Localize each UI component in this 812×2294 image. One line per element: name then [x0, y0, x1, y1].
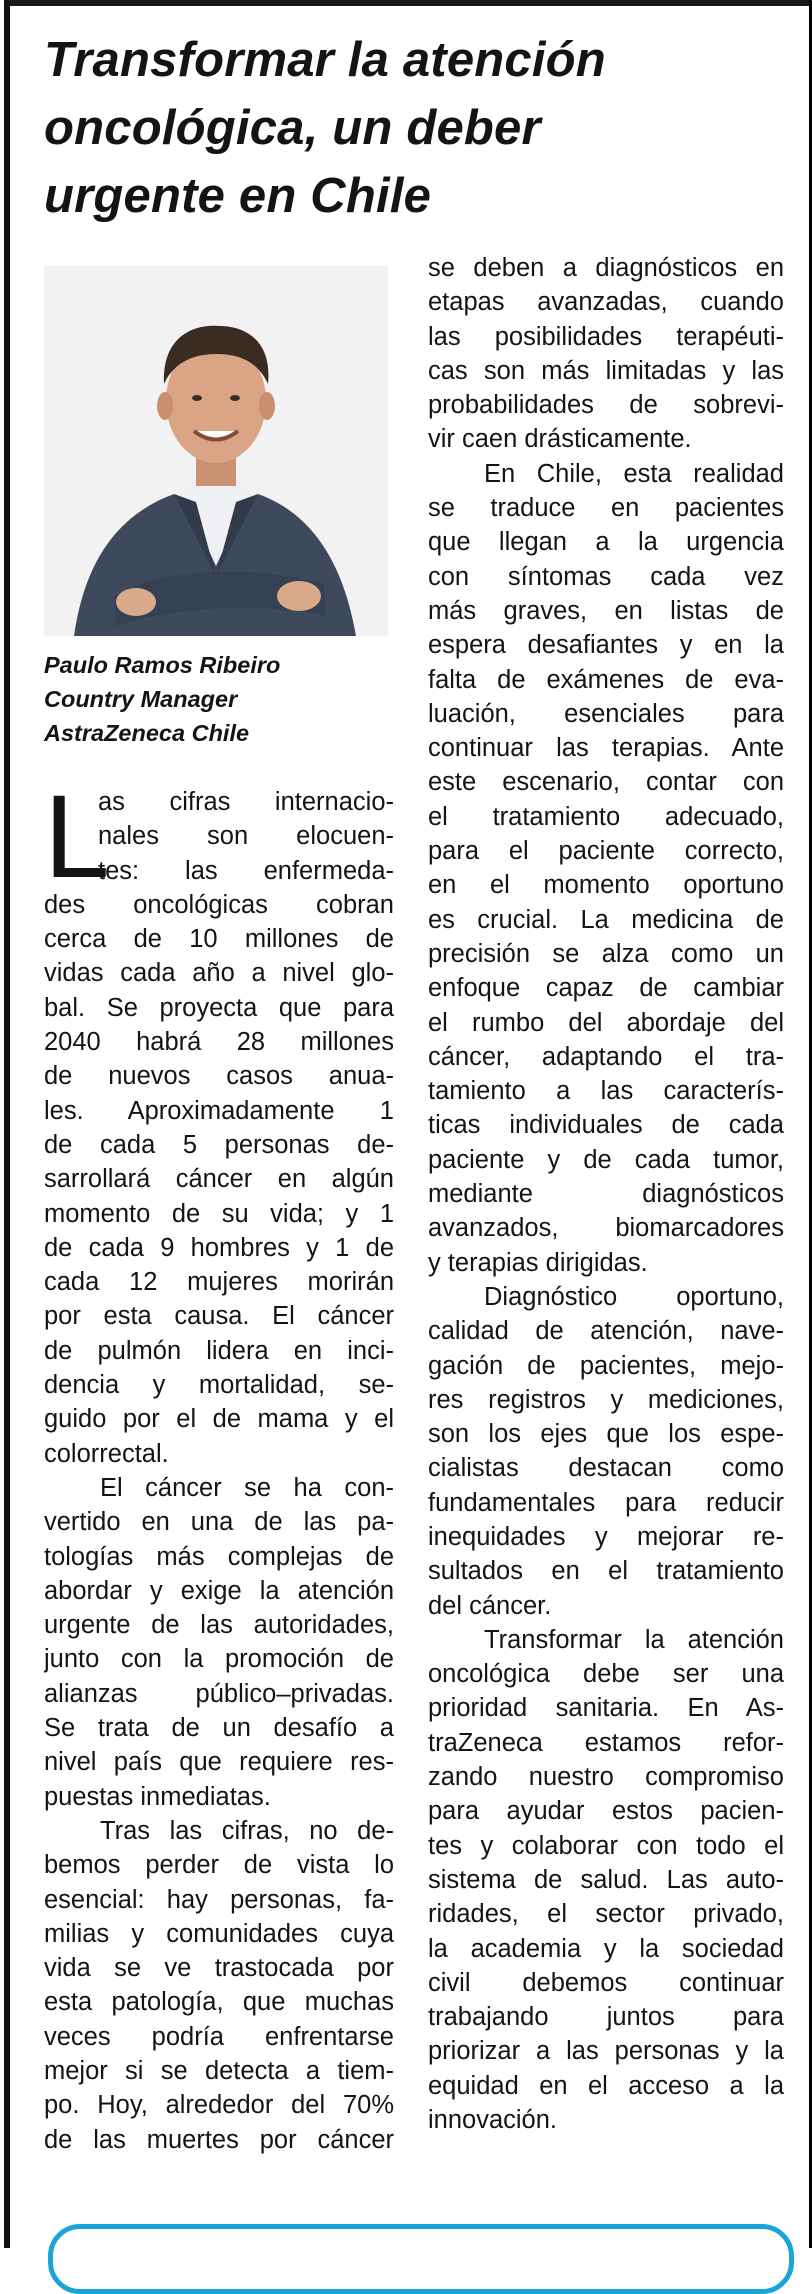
- text-line: para el paciente correcto,: [428, 837, 784, 866]
- text-line: cas son más limitadas y las: [428, 356, 784, 385]
- text-line: res registros y mediciones,: [428, 1385, 784, 1414]
- text-line: probabilidades de sobrevi-: [428, 391, 784, 420]
- text-line: mejor si se detecta a tiem-: [44, 2056, 394, 2085]
- text-line: las posibilidades terapéuti-: [428, 322, 784, 351]
- text-line: Transformar la atención: [484, 1625, 784, 1654]
- text-line: esta patología, que muchas: [44, 1988, 394, 2017]
- text-line: se traduce en pacientes: [428, 494, 784, 523]
- text-line: cialistas destacan como: [428, 1454, 784, 1483]
- text-line: esencial: hay personas, fa-: [44, 1885, 394, 1914]
- text-line: inequidades y mejorar re-: [428, 1522, 784, 1551]
- text-line: fundamentales para reducir: [428, 1488, 784, 1517]
- text-line: El cáncer se ha con-: [100, 1473, 394, 1502]
- text-line: puestas inmediatas.: [44, 1782, 271, 1811]
- headline-line: urgente en Chile: [44, 169, 432, 223]
- author-role: Country Manager: [44, 686, 238, 712]
- text-line: etapas avanzadas, cuando: [428, 288, 784, 317]
- text-line: tes y colaborar con todo el: [428, 1831, 784, 1860]
- text-line: de cada 5 personas de-: [44, 1130, 394, 1159]
- text-line: cáncer, adaptando el tra-: [428, 1042, 784, 1071]
- text-line: civil debemos continuar: [428, 1968, 784, 1997]
- text-line: falta de exámenes de eva-: [428, 665, 784, 694]
- text-line: zando nuestro compromiso: [428, 1763, 784, 1792]
- author-company: AstraZeneca Chile: [44, 720, 250, 746]
- text-line: para ayudar estos pacien-: [428, 1797, 784, 1826]
- text-line: abordar y exige la atención: [44, 1576, 394, 1605]
- author-name: Paulo Ramos Ribeiro: [44, 652, 281, 678]
- text-line: tologías más complejas de: [44, 1542, 394, 1571]
- text-line: trabajando juntos para: [428, 2003, 784, 2032]
- text-line: del cáncer.: [428, 1591, 552, 1620]
- article-column-left: [44, 771, 394, 2157]
- text-line: por esta causa. El cáncer: [44, 1302, 394, 1331]
- text-line: es crucial. La medicina de: [428, 905, 784, 934]
- article-column-right: [428, 251, 784, 2137]
- text-line: alianzas público–privadas.: [44, 1679, 394, 1708]
- text-line: momento de su vida; y 1: [44, 1199, 394, 1228]
- text-line: avanzados, biomarcadores: [428, 1214, 784, 1243]
- headline-line: oncológica, un deber: [44, 101, 541, 155]
- text-line: paciente y de cada tumor,: [428, 1145, 784, 1174]
- text-line: espera desafiantes y en la: [428, 631, 784, 660]
- text-line: les. Aproximadamente 1: [44, 1096, 394, 1125]
- text-line: son los ejes que los espe-: [428, 1420, 784, 1449]
- text-line: dencia y mortalidad, se-: [44, 1371, 394, 1400]
- drop-cap-block: [44, 771, 394, 903]
- text-line: gación de pacientes, mejo-: [428, 1351, 784, 1380]
- text-line: des oncológicas cobran: [44, 890, 394, 919]
- text-line: milias y comunidades cuya: [44, 1919, 394, 1948]
- text-line: bemos perder de vista lo: [44, 1851, 394, 1880]
- text-line: veces podría enfrentarse: [44, 2022, 394, 2051]
- text-line: oncológica debe ser una: [428, 1660, 784, 1689]
- text-line: Se trata de un desafío a: [44, 1714, 394, 1743]
- text-line: 2040 habrá 28 millones: [44, 1028, 394, 1057]
- text-line: En Chile, esta realidad: [484, 459, 784, 488]
- text-line: y terapias dirigidas.: [428, 1248, 648, 1277]
- text-line: el rumbo del abordaje del: [428, 1008, 784, 1037]
- text-line: traZeneca estamos refor-: [428, 1728, 784, 1757]
- text-line: con síntomas cada vez: [428, 562, 784, 591]
- author-photo: [44, 266, 388, 636]
- text-line: po. Hoy, alrededor del 70%: [44, 2091, 394, 2120]
- drop-cap: L: [44, 771, 110, 903]
- text-line: continuar las terapias. Ante: [428, 734, 784, 763]
- text-line: nivel país que requiere res-: [44, 1748, 394, 1777]
- text-line: colorrectal.: [44, 1439, 169, 1468]
- text-line: cada 12 mujeres morirán: [44, 1268, 394, 1297]
- byline: [44, 648, 404, 750]
- text-line: tamiento a las caracterís-: [428, 1077, 784, 1106]
- text-line: en el momento oportuno: [428, 871, 784, 900]
- text-line: junto con la promoción de: [44, 1645, 394, 1674]
- text-line: cerca de 10 millones de: [44, 925, 394, 954]
- text-line: más graves, en listas de: [428, 596, 784, 625]
- text-line: se deben a diagnósticos en: [428, 254, 784, 282]
- text-line: nales son elocuen-: [98, 822, 394, 851]
- text-line: vidas cada año a nivel glo-: [44, 959, 394, 988]
- text-line: este escenario, contar con: [428, 768, 784, 797]
- text-line: vertido en una de las pa-: [44, 1508, 394, 1537]
- text-line: el tratamiento adecuado,: [428, 802, 784, 831]
- text-line: ridades, el sector privado,: [428, 1900, 784, 1929]
- text-line: calidad de atención, nave-: [428, 1317, 784, 1346]
- text-line: luación, esenciales para: [428, 699, 784, 728]
- headline: [44, 26, 784, 230]
- text-line: innovación.: [428, 2106, 558, 2135]
- text-line: ticas individuales de cada: [428, 1111, 784, 1140]
- text-line: precisión se alza como un: [428, 939, 784, 968]
- text-line: prioridad sanitaria. En As-: [428, 1694, 784, 1723]
- text-line: de cada 9 hombres y 1 de: [44, 1233, 394, 1262]
- text-line: vir caen drásticamente.: [428, 425, 692, 454]
- text-line: sistema de salud. Las auto-: [428, 1865, 784, 1894]
- text-line: Tras las cifras, no de-: [100, 1816, 394, 1845]
- text-line: mediante diagnósticos: [428, 1180, 784, 1209]
- text-line: tes: las enfermeda-: [98, 856, 394, 885]
- headline-line: Transformar la atención: [44, 33, 606, 87]
- left-column-rule: [4, 0, 10, 2248]
- text-line: vida se ve trastocada por: [44, 1954, 394, 1983]
- text-line: as cifras internacio-: [98, 788, 394, 816]
- text-line: de pulmón lidera en inci-: [44, 1336, 394, 1365]
- author-portrait-icon: [44, 266, 388, 636]
- text-line: de las muertes por cáncer: [44, 2125, 394, 2154]
- text-line: bal. Se proyecta que para: [44, 993, 394, 1022]
- text-line: urgente de las autoridades,: [44, 1611, 394, 1640]
- text-line: que llegan a la urgencia: [428, 528, 784, 557]
- text-line: guido por el de mama y el: [44, 1405, 394, 1434]
- bottom-callout-box: [48, 2224, 794, 2294]
- text-line: equidad en el acceso a la: [428, 2071, 784, 2100]
- text-line: sultados en el tratamiento: [428, 1557, 784, 1586]
- text-line: sarrollará cáncer en algún: [44, 1165, 394, 1194]
- text-line: de nuevos casos anua-: [44, 1062, 394, 1091]
- text-line: enfoque capaz de cambiar: [428, 974, 784, 1003]
- text-line: priorizar a las personas y la: [428, 2037, 784, 2066]
- text-line: Diagnóstico oportuno,: [484, 1282, 784, 1311]
- top-rule: [8, 0, 812, 6]
- text-line: la academia y la sociedad: [428, 1934, 784, 1963]
